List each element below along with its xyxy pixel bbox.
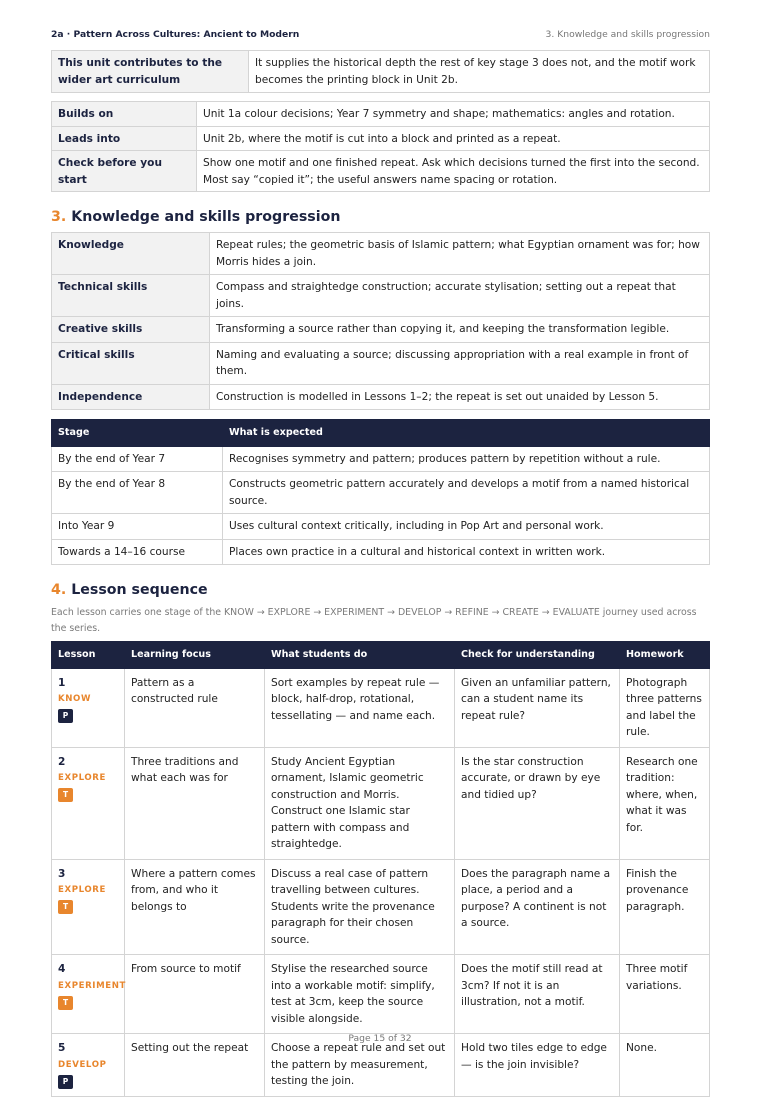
knowledge-skills-table bbox=[51, 232, 710, 410]
table-row bbox=[52, 514, 710, 540]
lesson-cell bbox=[52, 747, 125, 859]
activity-cell: Sort examples by repeat rule — block, half-drop, rotational, tessellating — and name each. bbox=[265, 668, 455, 747]
row-text: Compass and straightedge construction; accurate stylisation; setting out a repeat that joins. bbox=[210, 275, 710, 317]
section-4-heading bbox=[51, 579, 710, 601]
unit-links-table bbox=[51, 101, 710, 192]
row-label: Critical skills bbox=[52, 342, 210, 384]
lesson-type-badge: T bbox=[58, 996, 73, 1010]
lesson-number: 2 bbox=[58, 755, 66, 768]
journey-stage-tag: EXPLORE bbox=[58, 773, 106, 783]
page-number: Page 15 of 32 bbox=[348, 1033, 412, 1044]
table-row bbox=[52, 747, 710, 859]
page-footer bbox=[0, 1033, 760, 1044]
stage-cell: Into Year 9 bbox=[52, 514, 223, 540]
column-header: Check for understanding bbox=[455, 642, 620, 669]
lesson-type-badge: T bbox=[58, 900, 73, 914]
stage-expectations-table bbox=[51, 419, 710, 565]
row-text: Show one motif and one finished repeat. Ask which decisions turned the first into the second. Most say “copied it”; the useful answers name spacing or rotation. bbox=[197, 151, 710, 192]
row-label: Check before you start bbox=[52, 151, 197, 192]
table-row bbox=[52, 151, 710, 192]
table-header-row bbox=[52, 420, 710, 447]
table-row bbox=[52, 275, 710, 317]
table-row bbox=[52, 342, 710, 384]
lesson-type-badge: P bbox=[58, 709, 73, 723]
homework-cell: Photograph three patterns and label the rule. bbox=[620, 668, 710, 747]
section-number: 3. bbox=[51, 209, 67, 225]
journey-stage-tag: EXPLORE bbox=[58, 885, 106, 895]
lesson-type-badge: T bbox=[58, 788, 73, 802]
table-row bbox=[52, 859, 710, 955]
homework-cell: Finish the provenance paragraph. bbox=[620, 859, 710, 955]
table-row bbox=[52, 955, 710, 1034]
activity-cell: Stylise the researched source into a workable motif: simplify, test at 3cm, keep the source visible alongside. bbox=[265, 955, 455, 1034]
unit-title: 2a · Pattern Across Cultures: Ancient to Modern bbox=[51, 29, 300, 40]
row-label: Builds on bbox=[52, 102, 197, 127]
section-intro: Each lesson carries one stage of the KNOW → EXPLORE → EXPERIMENT → DEVELOP → REFINE → CREATE → EVALUATE journey used across the series. bbox=[51, 607, 697, 634]
row-text: Naming and evaluating a source; discussing appropriation with a real example in front of them. bbox=[210, 342, 710, 384]
stage-cell: By the end of Year 7 bbox=[52, 446, 223, 472]
focus-cell: Pattern as a constructed rule bbox=[125, 668, 265, 747]
journey-stage-tag: DEVELOP bbox=[58, 1059, 107, 1070]
expected-cell: Places own practice in a cultural and historical context in written work. bbox=[223, 539, 710, 565]
row-text: Unit 1a colour decisions; Year 7 symmetry and shape; mathematics: angles and rotation. bbox=[197, 102, 710, 127]
row-text: Construction is modelled in Lessons 1–2; the repeat is set out unaided by Lesson 5. bbox=[210, 384, 710, 410]
row-label: Technical skills bbox=[52, 275, 210, 317]
lesson-type-badge: P bbox=[58, 1075, 73, 1089]
column-header: Homework bbox=[620, 642, 710, 669]
section-heading-text: Knowledge and skills progression bbox=[71, 209, 341, 225]
homework-cell: None. bbox=[620, 1034, 710, 1097]
check-cell: Hold two tiles edge to edge — is the join invisible? bbox=[455, 1034, 620, 1097]
check-cell: Given an unfamiliar pattern, can a student name its repeat rule? bbox=[455, 668, 620, 747]
table-row bbox=[52, 317, 710, 343]
focus-cell: Where a pattern comes from, and who it belongs to bbox=[125, 859, 265, 955]
column-header: Stage bbox=[52, 420, 223, 447]
expected-cell: Uses cultural context critically, including in Pop Art and personal work. bbox=[223, 514, 710, 540]
running-header bbox=[51, 0, 710, 44]
stage-cell: Towards a 14–16 course bbox=[52, 539, 223, 565]
lesson-number: 4 bbox=[58, 963, 66, 975]
table-row bbox=[52, 668, 710, 747]
row-label: Creative skills bbox=[52, 317, 210, 343]
activity-cell: Study Ancient Egyptian ornament, Islamic geometric construction and Morris. Construct one Islamic star pattern with compass and straightedge. bbox=[265, 747, 455, 859]
table-row bbox=[52, 233, 710, 275]
table-header-row bbox=[52, 642, 710, 669]
context-text: It supplies the historical depth the rest of key stage 3 does not, and the motif work becomes the printing block in Unit 2b. bbox=[249, 51, 710, 93]
context-label: This unit contributes to the wider art curriculum bbox=[52, 51, 249, 93]
table-row bbox=[52, 102, 710, 127]
row-text: Repeat rules; the geometric basis of Islamic pattern; what Egyptian ornament was for; how Morris hides a join. bbox=[210, 233, 710, 275]
column-header: Learning focus bbox=[125, 642, 265, 669]
activity-cell: Discuss a real case of pattern travelling between cultures. Students write the provenance paragraph for their chosen source. bbox=[265, 859, 455, 955]
stage-cell: By the end of Year 8 bbox=[52, 472, 223, 514]
lesson-number: 1 bbox=[58, 676, 66, 689]
curriculum-context-table bbox=[51, 50, 710, 93]
focus-cell: From source to motif bbox=[125, 955, 265, 1034]
lesson-cell bbox=[52, 859, 125, 955]
table-row bbox=[52, 126, 710, 151]
table-row bbox=[52, 539, 710, 565]
lesson-number: 5 bbox=[58, 1042, 66, 1054]
check-cell: Is the star construction accurate, or drawn by eye and tidied up? bbox=[455, 747, 620, 859]
row-label: Leads into bbox=[52, 126, 197, 151]
section-number: 4. bbox=[51, 582, 67, 598]
activity-cell: Choose a repeat rule and set out the pattern by measurement, testing the join. bbox=[265, 1034, 455, 1097]
row-text: Unit 2b, where the motif is cut into a block and printed as a repeat. bbox=[197, 126, 710, 151]
focus-cell: Setting out the repeat bbox=[125, 1034, 265, 1097]
column-header: What students do bbox=[265, 642, 455, 669]
section-heading-text: Lesson sequence bbox=[71, 582, 208, 598]
focus-cell: Three traditions and what each was for bbox=[125, 747, 265, 859]
expected-cell: Recognises symmetry and pattern; produces pattern by repetition without a rule. bbox=[223, 446, 710, 472]
column-header: What is expected bbox=[223, 420, 710, 447]
journey-stage-tag: EXPERIMENT bbox=[58, 980, 126, 991]
homework-cell: Three motif variations. bbox=[620, 955, 710, 1034]
table-row bbox=[52, 384, 710, 410]
table-row bbox=[52, 51, 710, 93]
check-cell: Does the paragraph name a place, a period and a purpose? A continent is not a source. bbox=[455, 859, 620, 955]
journey-stage-tag: KNOW bbox=[58, 694, 92, 704]
lesson-cell bbox=[52, 955, 125, 1034]
row-label: Knowledge bbox=[52, 233, 210, 275]
section-title: 3. Knowledge and skills progression bbox=[545, 29, 710, 40]
check-cell: Does the motif still read at 3cm? If not it is an illustration, not a motif. bbox=[455, 955, 620, 1034]
expected-cell: Constructs geometric pattern accurately and develops a motif from a named historical source. bbox=[223, 472, 710, 514]
lesson-number: 3 bbox=[58, 867, 66, 880]
lesson-sequence-table bbox=[51, 641, 710, 1097]
section-3-heading bbox=[51, 206, 710, 228]
table-row bbox=[52, 472, 710, 514]
document-page bbox=[51, 0, 710, 1097]
table-row bbox=[52, 446, 710, 472]
homework-cell: Research one tradition: where, when, what it was for. bbox=[620, 747, 710, 859]
lesson-cell bbox=[52, 668, 125, 747]
row-text: Transforming a source rather than copying it, and keeping the transformation legible. bbox=[210, 317, 710, 343]
row-label: Independence bbox=[52, 384, 210, 410]
column-header: Lesson bbox=[52, 642, 125, 669]
